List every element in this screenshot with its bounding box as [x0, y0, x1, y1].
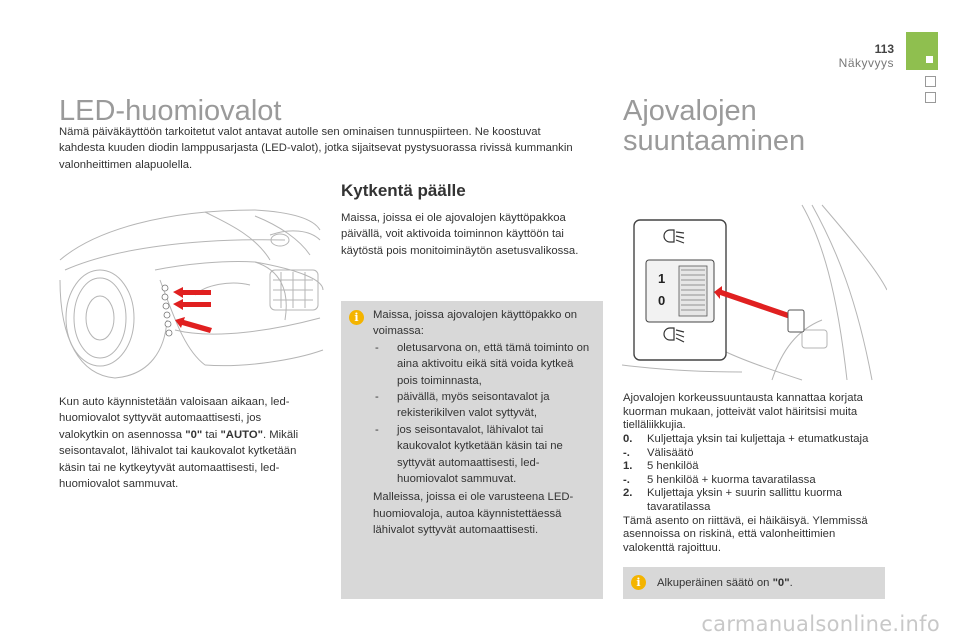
info-note-box: [341, 301, 603, 599]
position-key: -.: [623, 446, 630, 459]
list-item: [373, 422, 595, 488]
switch-position-auto: "AUTO": [220, 428, 263, 441]
aim-intro-paragraph: Ajovalojen korkeussuuntausta kannattaa korjata kuorman mukaan, jotteivät valot häiritsisi muita tielläliikkujia.: [623, 392, 863, 432]
section-tab[interactable]: [925, 92, 936, 103]
section-name: Näkyvyys: [838, 56, 894, 70]
led-text-part1: Kun auto käynnistetään valoisaan aikaan, led-huomiovalot syttyvät automaattisesti, jos valokytkin on asennossa: [59, 396, 290, 441]
activation-paragraph: Maissa, joissa ei ole ajovalojen käyttöpakkoa päivällä, voit aktivoida toiminnon käyttöön tai käytöstä pois monitoiminäytön asetusvalikossa.: [341, 212, 579, 257]
dial-label-1: 1: [658, 271, 666, 286]
position-text: 5 henkilöä: [647, 460, 699, 473]
bullet-dash: -: [375, 391, 379, 404]
tab-marker-icon: [926, 56, 933, 63]
section-tab-active[interactable]: [906, 32, 938, 70]
note-tail: Malleissa, joissa ei ole varusteena LED-huomiovaloja, autoa käynnistettäessä lähivalot syttyvät automaattisesti.: [373, 491, 574, 537]
note-prefix: Alkuperäinen säätö on: [657, 577, 773, 589]
list-item: [623, 474, 885, 488]
bullet-text: oletusarvona on, että tämä toiminto on aina aktivoitu eikä sitä voida kytkeä pois toiminnasta,: [397, 341, 590, 387]
list-item: [373, 340, 595, 389]
note-content: [373, 307, 595, 539]
bullet-text: jos seisontavalot, lähivalot tai kaukovalot kytketään käsin tai ne syttyvät automaattisesti, led-huomiovalot sammuvat.: [397, 423, 563, 486]
switch-position-zero: "0": [185, 428, 203, 441]
page-number: 113: [874, 42, 894, 56]
default-setting-note: [623, 567, 885, 599]
led-text-or: tai: [202, 428, 221, 441]
position-key: 0.: [623, 433, 633, 445]
bullet-text: päivällä, myös seisontavalot ja rekisterikilven valot syttyvät,: [397, 391, 550, 420]
bullet-dash: -: [375, 423, 379, 436]
page-title-aim-line1: Ajovalojen: [623, 95, 757, 127]
led-behavior-paragraph: [59, 394, 309, 492]
position-key: -.: [623, 473, 630, 486]
list-item: [623, 433, 885, 447]
position-text: Kuljettaja yksin + suurin sallittu kuorma tavaratilassa: [647, 487, 842, 513]
section-tab[interactable]: [925, 76, 936, 87]
page-title-aim-line2: suuntaaminen: [623, 125, 806, 157]
bullet-dash: -: [375, 341, 379, 354]
note-lead: Maissa, joissa ajovalojen käyttöpakko on voimassa:: [373, 309, 578, 338]
watermark: carmanualsonline.info: [701, 612, 940, 636]
dial-label-0: 0: [658, 293, 666, 308]
position-text: Kuljettaja yksin tai kuljettaja + etumatkustaja: [647, 433, 869, 445]
default-value: "0": [772, 577, 790, 589]
list-item: [623, 447, 885, 461]
position-key: 1.: [623, 460, 633, 473]
list-item: [623, 460, 885, 474]
car-front-illustration: [55, 200, 325, 380]
position-text: Välisäätö: [647, 446, 694, 459]
position-key: 2.: [623, 487, 633, 500]
page-title-led: LED-huomiovalot: [59, 95, 282, 127]
list-item: [373, 389, 595, 422]
position-text: 5 henkilöä + kuorma tavaratilassa: [647, 473, 816, 486]
aim-outro: Tämä asento on riittävä, ei häikäisyä. Ylemmissä asennoissa on riskinä, että valonheittimien valokenttä rajoittuu.: [623, 514, 868, 554]
list-item: [623, 487, 885, 514]
default-setting-text: [657, 575, 879, 591]
load-positions-list: [623, 433, 885, 555]
led-text-part2: . Mikäli seisontavalot, lähivalot tai kaukovalot kytketään käsin tai ne kytkeytyvät automaattisesti, led-huomiovalot sammuvat.: [59, 428, 299, 491]
note-suffix: .: [789, 577, 793, 589]
info-icon: i: [349, 310, 364, 325]
headlamp-adjuster-illustration: [622, 200, 887, 385]
red-arrow-icon: [173, 287, 212, 333]
info-icon: i: [631, 575, 646, 590]
subtitle-activation: Kytkentä päälle: [341, 181, 466, 200]
intro-paragraph: Nämä päiväkäyttöön tarkoitetut valot antavat autolle sen ominaisen tunnuspiirteen. Ne koostuvat kahdesta kuuden diodin lamppusarjasta (LED-valot), jotka sijaitsevat pystysuorassa rivissä kummankin valonheittimen alapuolella.: [59, 126, 573, 171]
